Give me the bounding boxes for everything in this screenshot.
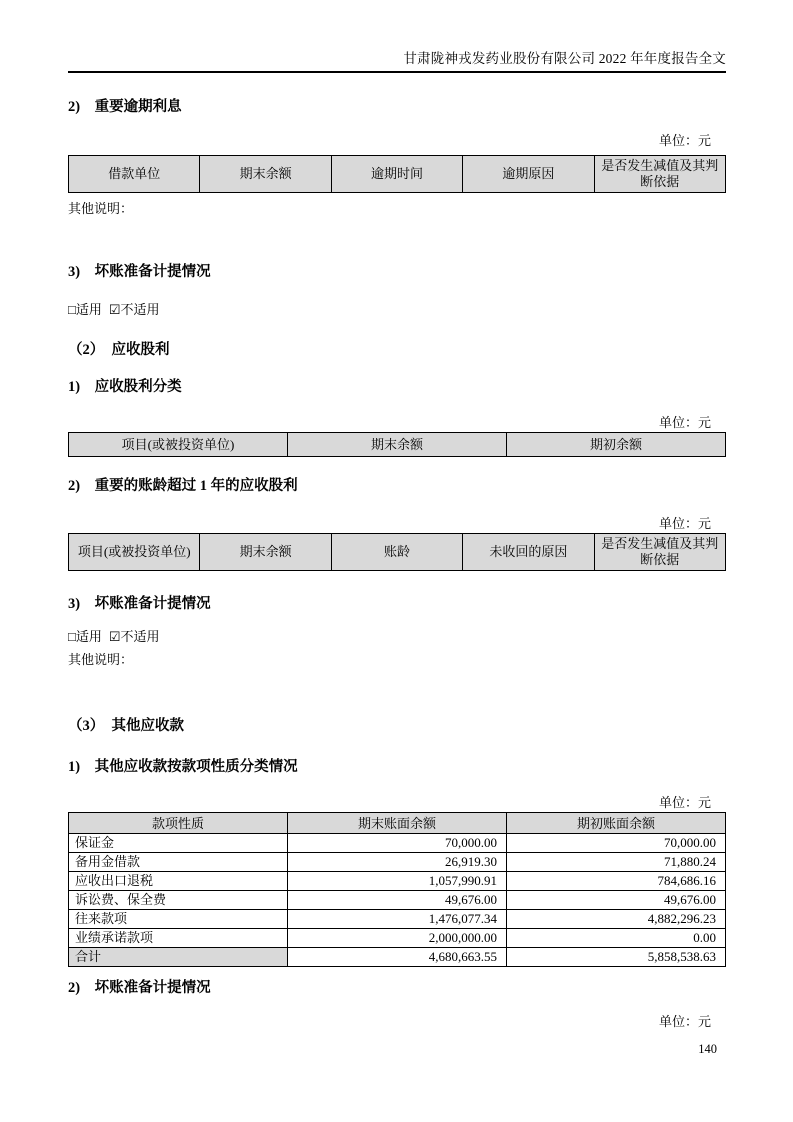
- table-total-row: [69, 948, 726, 967]
- col-header-aging: 账龄: [331, 534, 462, 571]
- heading-other-receivables: （3） 其他应收款: [68, 718, 184, 734]
- ending-balance-value: 26,919.30: [288, 853, 507, 872]
- row-label: 应收出口退税: [69, 872, 288, 891]
- row-label: 诉讼费、保全费: [69, 891, 288, 910]
- table-header-row: [69, 813, 726, 834]
- applicability-row: [68, 303, 726, 317]
- checkbox-not-applicable: ☑不适用: [108, 302, 160, 317]
- other-notes-label: 其他说明：: [68, 201, 134, 216]
- ending-balance-value: 1,476,077.34: [288, 910, 507, 929]
- heading-other-receivables-classification: 1) 其他应收款按款项性质分类情况: [68, 759, 298, 775]
- page-content: [68, 0, 726, 1029]
- total-ending-balance: 4,680,663.55: [288, 948, 507, 967]
- heading-aged-dividends: 2) 重要的账龄超过 1 年的应收股利: [68, 478, 298, 494]
- col-header-beginning-balance: 期初余额: [507, 433, 726, 457]
- row-label: 业绩承诺款项: [69, 929, 288, 948]
- heading-dividend-classification: 1) 应收股利分类: [68, 379, 182, 395]
- unit-label: 单位：元: [658, 415, 711, 430]
- ending-balance-value: 70,000.00: [288, 834, 507, 853]
- col-header-impairment: 是否发生减值及其判断依据: [594, 156, 725, 193]
- heading-bad-debt-provision: 3) 坏账准备计提情况: [68, 264, 211, 280]
- col-header-beginning-book-balance: 期初账面余额: [507, 813, 726, 834]
- other-notes-label: 其他说明：: [68, 652, 134, 667]
- table-row: [69, 891, 726, 910]
- col-header-overdue-time: 逾期时间: [331, 156, 462, 193]
- heading-bad-debt-provision: 3) 坏账准备计提情况: [68, 596, 211, 612]
- total-beginning-balance: 5,858,538.63: [507, 948, 726, 967]
- ending-balance-value: 2,000,000.00: [288, 929, 507, 948]
- col-header-borrower: 借款单位: [69, 156, 200, 193]
- table-overdue-interest: [68, 155, 726, 193]
- page-number: 140: [698, 1042, 717, 1056]
- table-other-receivables: [68, 812, 726, 967]
- ending-balance-value: 1,057,990.91: [288, 872, 507, 891]
- heading-bad-debt-provision: 2) 坏账准备计提情况: [68, 980, 211, 996]
- col-header-project: 项目(或被投资单位): [69, 534, 200, 571]
- row-label: 保证金: [69, 834, 288, 853]
- report-header-title: 甘肃陇神戎发药业股份有限公司 2022 年年度报告全文: [403, 51, 726, 66]
- table-header-row: [69, 433, 726, 457]
- row-label: 备用金借款: [69, 853, 288, 872]
- table-header-row: [69, 534, 726, 571]
- col-header-nature: 款项性质: [69, 813, 288, 834]
- col-header-impairment: 是否发生减值及其判断依据: [594, 534, 725, 571]
- table-header-row: [69, 156, 726, 193]
- table-row: [69, 872, 726, 891]
- row-label: 往来款项: [69, 910, 288, 929]
- total-label: 合计: [69, 948, 288, 967]
- checkbox-not-applicable: ☑不适用: [108, 629, 160, 644]
- table-dividend-classification: [68, 432, 726, 457]
- applicability-row: [68, 630, 726, 644]
- heading-dividends-receivable: （2） 应收股利: [68, 342, 170, 358]
- col-header-ending-balance: 期末余额: [200, 156, 331, 193]
- beginning-balance-value: 71,880.24: [507, 853, 726, 872]
- col-header-project: 项目(或被投资单位): [69, 433, 288, 457]
- col-header-unrecovered-reason: 未收回的原因: [463, 534, 594, 571]
- table-row: [69, 853, 726, 872]
- col-header-overdue-reason: 逾期原因: [463, 156, 594, 193]
- heading-overdue-interest: 2) 重要逾期利息: [68, 99, 182, 115]
- col-header-ending-balance: 期末余额: [288, 433, 507, 457]
- col-header-ending-balance: 期末余额: [200, 534, 331, 571]
- beginning-balance-value: 784,686.16: [507, 872, 726, 891]
- checkbox-applicable: □适用: [68, 629, 102, 644]
- table-aged-dividends: [68, 533, 726, 571]
- unit-label: 单位：元: [658, 1014, 711, 1029]
- unit-label: 单位：元: [658, 133, 711, 148]
- col-header-ending-book-balance: 期末账面余额: [288, 813, 507, 834]
- beginning-balance-value: 4,882,296.23: [507, 910, 726, 929]
- ending-balance-value: 49,676.00: [288, 891, 507, 910]
- beginning-balance-value: 49,676.00: [507, 891, 726, 910]
- header-rule: [68, 71, 726, 73]
- unit-label: 单位：元: [658, 516, 711, 531]
- table-row: [69, 910, 726, 929]
- table-row: [69, 834, 726, 853]
- unit-label: 单位：元: [658, 795, 711, 810]
- beginning-balance-value: 70,000.00: [507, 834, 726, 853]
- table-row: [69, 929, 726, 948]
- beginning-balance-value: 0.00: [507, 929, 726, 948]
- checkbox-applicable: □适用: [68, 302, 102, 317]
